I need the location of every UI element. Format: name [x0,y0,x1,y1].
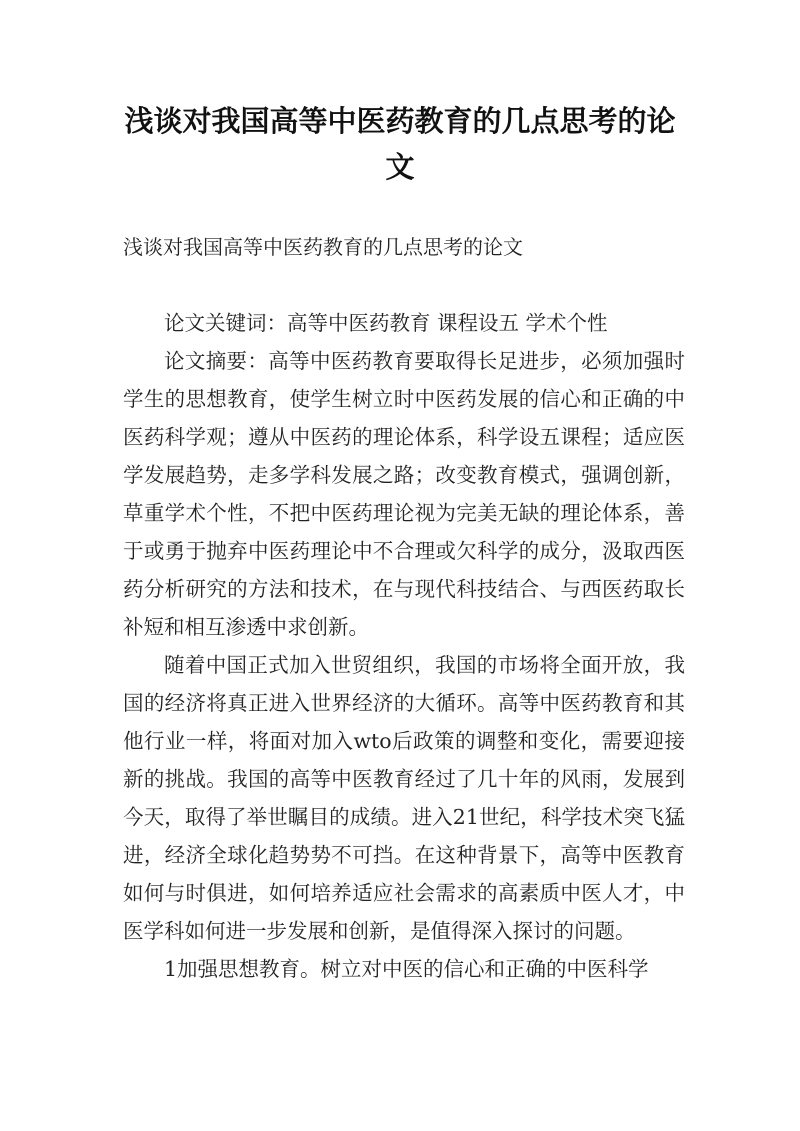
document-body [123,304,685,988]
abstract-paragraph: 论文摘要：高等中医药教育要取得长足进步，必须加强时学生的思想教育，使学生树立时中医药发展的信心和正确的中医药科学观；遵从中医药的理论体系，科学设五课程；适应医学发展趋势，走多学科发展之路；改变教育模式，强调创新，草重学术个性，不把中医药理论视为完美无缺的理论体系，善于或勇于抛弃中医药理论中不合理或欠科学的成分，汲取西医药分析研究的方法和技术，在与现代科技结合、与西医药取长补短和相互渗透中求创新。 [123,349,685,639]
document-title: 浅谈对我国高等中医药教育的几点思考的论文 [124,104,676,184]
section-1-paragraph: 1加强思想教育。树立对中医的信心和正确的中医科学 [164,957,649,981]
document-subtitle: 浅谈对我国高等中医药教育的几点思考的论文 [123,235,523,259]
intro-paragraph: 随着中国正式加入世贸组织，我国的市场将全面开放，我国的经济将真正进入世界经济的大循环。高等中医药教育和其他行业一样，将面对加入wto后政策的调整和变化，需要迎接新的挑战。我国的高等中医教育经过了几十年的风雨，发展到今天，取得了举世瞩目的成绩。进入21世纪，科学技术突飞猛进，经济全球化趋势势不可挡。在这种背景下，高等中医教育如何与时俱进，如何培养适应社会需求的高素质中医人才，中医学科如何进一步发展和创新，是值得深入探讨的问题。 [123,653,685,943]
keywords-paragraph: 论文关键词：高等中医药教育 课程设五 学术个性 [164,311,608,335]
